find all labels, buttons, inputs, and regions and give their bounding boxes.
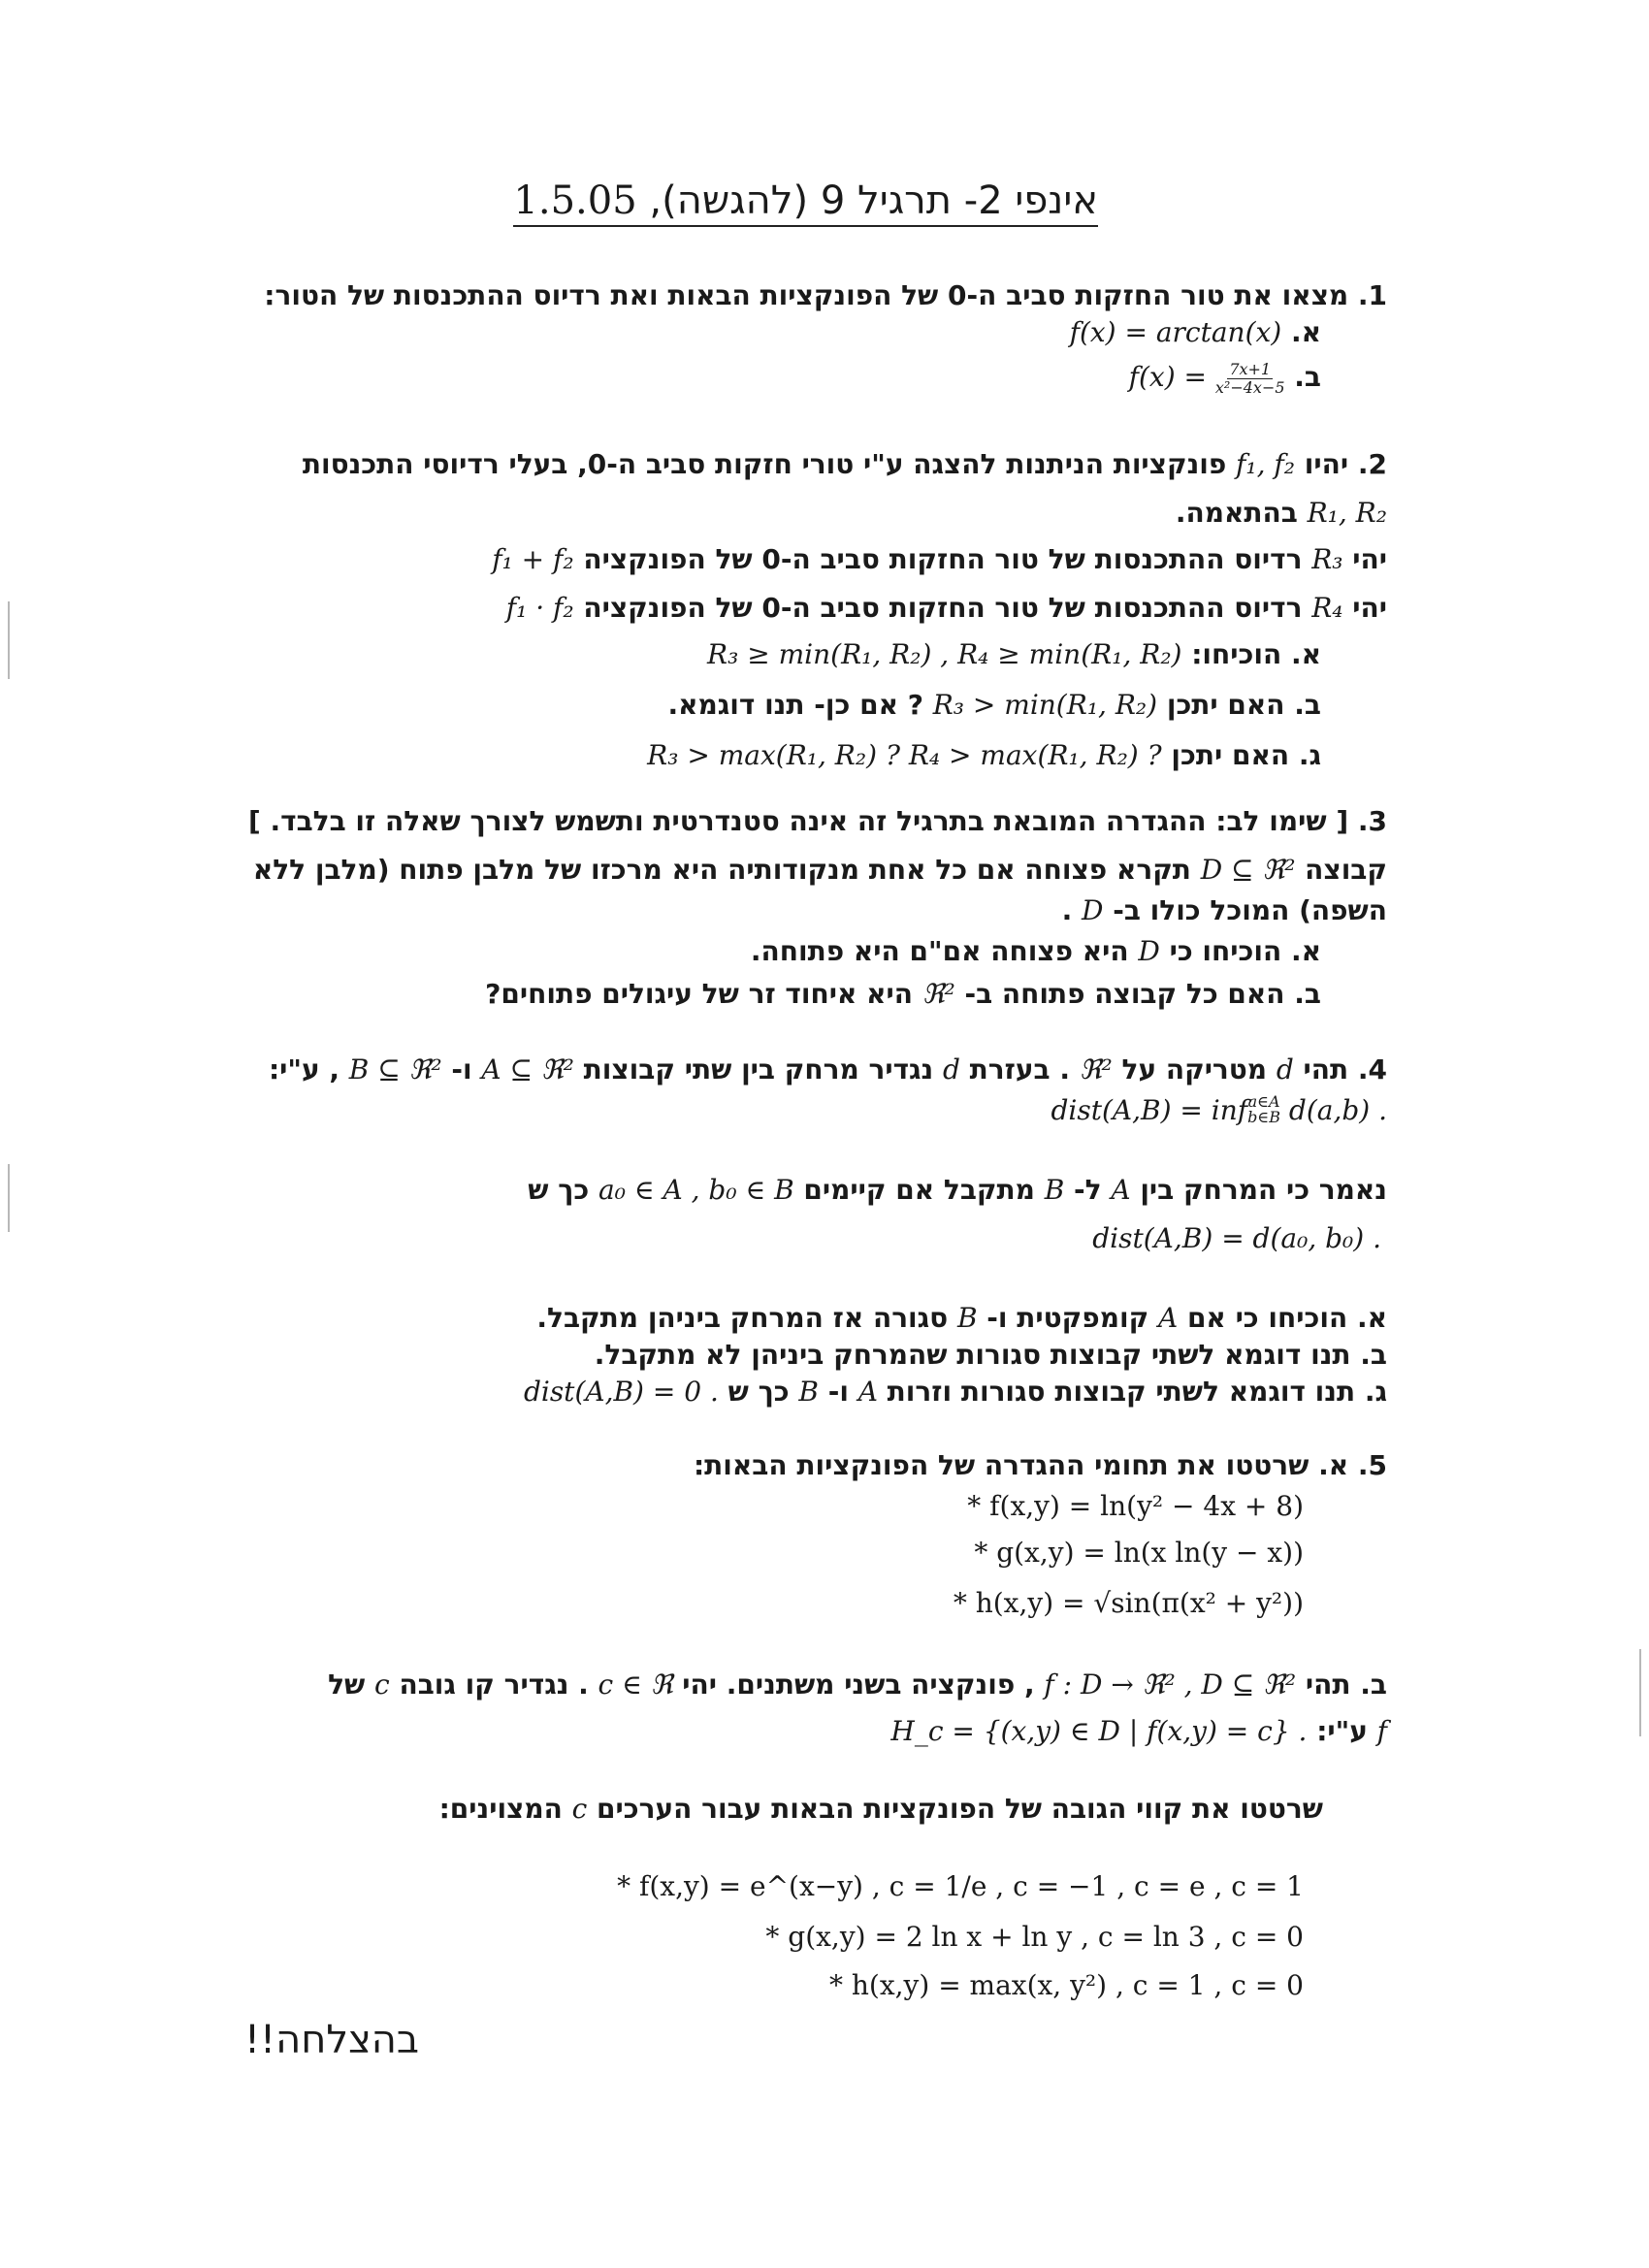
q2-line3-pre: יהי	[1352, 543, 1387, 575]
q4-a-m1: A	[1157, 1302, 1179, 1334]
q4-line3-t3: כך ש	[528, 1174, 590, 1206]
q4-c-t2: כך ש	[728, 1376, 790, 1408]
q4-line3-m1: A	[1111, 1174, 1131, 1206]
q3-line3-post: .	[1061, 894, 1073, 926]
q4-line3-m2: B	[1044, 1174, 1065, 1206]
q5-l2	[765, 1921, 1304, 1954]
q4-def-formula	[1051, 1094, 1387, 1127]
q1-a	[1070, 316, 1321, 349]
q3-line3-math: D	[1082, 894, 1104, 926]
q5-c-m1: c	[571, 1793, 588, 1825]
q3-b-math: ℜ²	[922, 978, 955, 1010]
q2-line4-post: רדיוס ההתכנסות של טור החזקות סביב ה-0 של הפונקציה	[583, 592, 1303, 624]
q4-line1-m3: d	[942, 1053, 960, 1085]
q1-b-label: ב.	[1294, 361, 1321, 393]
q5-a-text: 5. א. שרטטו את תחומי ההגדרה של הפונקציות הבאות:	[693, 1449, 1387, 1481]
q1-b	[1129, 361, 1321, 397]
scan-margin-mark	[8, 601, 10, 679]
q2-line3-post: רדיוס ההתכנסות של טור החזקות סביב ה-0 של הפונקציה	[583, 543, 1303, 575]
q4-line3-m3: a₀ ∈ A , b₀ ∈ B	[598, 1174, 794, 1206]
q4-line3	[528, 1174, 1387, 1207]
q1-b-lhs: f(x) =	[1128, 361, 1207, 393]
q4-line1-m4: A ⊆ ℜ²	[481, 1053, 574, 1085]
q5-b2-t1: ע"י:	[1316, 1715, 1368, 1747]
q2-line3	[492, 543, 1387, 576]
q5-c-post: המצוינים:	[438, 1793, 563, 1825]
q4-line1-t3: נגדיר מרחק בין שתי קבוצות	[583, 1053, 934, 1085]
q4-line1-t2: . בעזרת	[969, 1053, 1070, 1085]
q4-c-t1: ו-	[827, 1376, 849, 1408]
q2-line4-pre: יהי	[1352, 592, 1387, 624]
q4-a-t2: סגורה אז המרחק ביניהן מתקבל.	[536, 1302, 949, 1334]
q5-l2-formula: * g(x,y) = 2 ln x + ln y , c = ln 3 , c = 0	[765, 1921, 1304, 1953]
q5-b-pre: ב. תהי	[1305, 1669, 1387, 1701]
q4-c-m2: B	[798, 1376, 819, 1408]
q2-line4-math: R₄	[1311, 592, 1343, 624]
q4-line3-t1: ל-	[1074, 1174, 1102, 1206]
q2-line3-math: R₃	[1311, 543, 1343, 575]
title-date: 1.5.05	[513, 178, 637, 223]
q4-def-under1: a∈A	[1247, 1092, 1280, 1111]
q3-a-math: D	[1138, 935, 1160, 967]
q3-line2-pre: קבוצה	[1305, 854, 1387, 886]
q4-line1-m5: B ⊆ ℜ²	[348, 1053, 442, 1085]
q2-line2	[1176, 497, 1387, 530]
q5-f1-formula: * f(x,y) = ln(y² − 4x + 8)	[967, 1490, 1304, 1522]
q2-c-label: ג. האם יתכן	[1171, 739, 1321, 771]
q2-b	[667, 689, 1321, 722]
q2-b-label: ב. האם יתכן	[1166, 689, 1321, 721]
scan-margin-mark	[1639, 1649, 1641, 1736]
q5-b-m3: c	[374, 1669, 390, 1701]
q3-line1	[248, 805, 1387, 838]
q2-line4-math2: f₁ · f₂	[505, 592, 574, 624]
q2-a-math: R₃ ≥ min(R₁, R₂) , R₄ ≥ min(R₁, R₂)	[707, 638, 1182, 670]
q5-b-t1: , פונקציה בשני משתנים. יהי	[682, 1669, 1035, 1701]
q4-def-under	[1247, 1094, 1280, 1125]
q3-line3-pre: השפה) המוכל כולו ב-	[1113, 894, 1387, 926]
q4-line3-t2: מתקבל אם קיימים	[803, 1174, 1035, 1206]
q1-b-numerator: 7x+1	[1229, 360, 1272, 379]
q1-b-formula	[1129, 361, 1285, 397]
q2-c	[647, 739, 1321, 772]
q4-line1-t1: מטריקה על	[1121, 1053, 1268, 1085]
q1-b-fraction	[1215, 361, 1285, 396]
q3-a	[751, 935, 1321, 968]
q3-line1-text: 3. [ שימו לב: ההגדרה המובאת בתרגיל זה אינה סטנדרטית ותשמש לצורך שאלה זו בלבד. ]	[247, 805, 1387, 837]
q1-text: 1. מצאו את טור החזקות סביב ה-0 של הפונקציות הבאות ואת רדיוס ההתכנסות של הטור:	[264, 279, 1387, 311]
page-title	[513, 178, 1098, 227]
q4-def-rhs: d(a,b) .	[1288, 1094, 1387, 1126]
q4-line1-t4: ו-	[451, 1053, 472, 1085]
q4-b-text: ב. תנו דוגמא לשתי קבוצות סגורות שהמרחק ביניהן לא מתקבל.	[594, 1339, 1387, 1371]
q5-b-t2: . נגדיר קו גובה	[399, 1669, 589, 1701]
q5-l3-formula: * h(x,y) = max(x, y²) , c = 1 , c = 0	[829, 1969, 1304, 2001]
closing-text: בהצלחה!!	[244, 2018, 420, 2062]
q5-b-line1	[328, 1669, 1387, 1701]
q2-a	[707, 638, 1321, 671]
q1-stem	[264, 279, 1387, 312]
q5-l3	[829, 1969, 1304, 2002]
q5-b2-m1: f	[1376, 1715, 1387, 1747]
q4-line4-math: dist(A,B) = d(a₀, b₀) .	[1092, 1222, 1381, 1254]
q4-c-pre: ג. תנו דוגמא לשתי קבוצות סגורות וזרות	[887, 1376, 1387, 1408]
q3-b-pre: ב. האם כל קבוצה פתוחה ב-	[964, 978, 1321, 1010]
title-text: אינפי 2- תרגיל 9 (להגשה),	[636, 178, 1098, 223]
q1-a-formula: f(x) = arctan(x)	[1069, 316, 1282, 348]
q5-b-m2: c ∈ ℜ	[598, 1669, 673, 1701]
q5-f1	[967, 1490, 1304, 1523]
q5-f3	[954, 1587, 1304, 1620]
q2-b-post: ? אם כן- תנו דוגמא.	[667, 689, 923, 721]
q4-line1-m2: ℜ²	[1079, 1053, 1113, 1085]
q5-l1-formula: * f(x,y) = e^(x−y) , c = 1/e , c = −1 , c = e , c = 1	[617, 1870, 1304, 1902]
q1-b-denominator: x²−4x−5	[1214, 378, 1285, 397]
q5-b2-m2: H_c = {(x,y) ∈ D | f(x,y) = c} .	[890, 1715, 1308, 1747]
q2-line2-math: R₁, R₂	[1307, 497, 1387, 529]
q4-a-t1: קומפקטית ו-	[986, 1302, 1149, 1334]
q5-b-m1: f : D → ℜ² , D ⊆ ℜ²	[1044, 1669, 1297, 1701]
q4-c-m1: A	[857, 1376, 878, 1408]
q5-f2	[974, 1537, 1304, 1570]
q4-definition	[1051, 1094, 1387, 1127]
q3-a-pre: א. הוכיחו כי	[1169, 935, 1321, 967]
q4-def-lhs: dist(A,B) = inf	[1051, 1094, 1248, 1126]
q3-line2-math: D ⊆ ℜ²	[1200, 854, 1296, 886]
q5-c	[439, 1793, 1323, 1826]
q4-c-m3: dist(A,B) = 0 .	[523, 1376, 719, 1408]
q4-line1	[269, 1053, 1387, 1086]
q5-b-line2	[890, 1715, 1387, 1748]
q4-a-m2: B	[956, 1302, 978, 1334]
q3-b-post: היא איחוד זר של עיגולים פתוחים?	[485, 978, 913, 1010]
q2-a-label: א. הוכיחו:	[1191, 638, 1321, 670]
q5-l1	[617, 1870, 1304, 1903]
q4-a-pre: א. הוכיחו כי אם	[1186, 1302, 1387, 1334]
q2-line1	[303, 448, 1387, 481]
q5-f2-formula: * g(x,y) = ln(x ln(y − x))	[974, 1537, 1304, 1569]
q4-c	[524, 1376, 1387, 1409]
q3-line2-post: תקרא פצוחה אם כל אחת מנקודותיה היא מרכזו של מלבן פתוח (מלבן ללא	[252, 854, 1191, 886]
q4-a	[536, 1302, 1387, 1335]
q4-line1-t5: , ע"י:	[268, 1053, 340, 1085]
q2-c-math: R₃ > max(R₁, R₂) ? R₄ > max(R₁, R₂) ?	[647, 739, 1162, 771]
q2-line4	[506, 592, 1387, 625]
q3-a-post: היא פצוחה אם"ם היא פתוחה.	[750, 935, 1129, 967]
q4-line1-m1: d	[1276, 1053, 1294, 1085]
q3-line3	[1062, 894, 1387, 927]
q5-f3-formula: * h(x,y) = √sin(π(x² + y²))	[953, 1587, 1304, 1619]
q3-line2	[253, 854, 1387, 887]
q2-line1-post: פונקציות הניתנות להצגה ע"י טורי חזקות סביב ה-0, בעלי רדיוסי התכנסות	[302, 448, 1227, 480]
q2-line1-pre: 2. יהיו	[1304, 448, 1387, 480]
q4-line3-pre: נאמר כי המרחק בין	[1140, 1174, 1387, 1206]
q2-line3-math2: f₁ + f₂	[492, 543, 574, 575]
q1-a-label: א.	[1290, 316, 1321, 348]
q4-b	[595, 1339, 1387, 1372]
q4-line1-pre: 4. תהי	[1303, 1053, 1387, 1085]
q5-c-pre: שרטטו את קווי הגובה של הפונקציות הבאות עבור הערכים	[597, 1793, 1323, 1825]
q2-b-math: R₃ > min(R₁, R₂)	[932, 689, 1158, 721]
q4-def-under2: b∈B	[1247, 1108, 1280, 1126]
q3-b	[485, 978, 1321, 1011]
q4-line4	[1092, 1222, 1381, 1255]
scan-margin-mark	[8, 1164, 10, 1232]
q2-line2-post: בהתאמה.	[1175, 497, 1298, 529]
q5-b-t3: של	[328, 1669, 366, 1701]
q5-a	[694, 1449, 1387, 1482]
q2-line1-math: f₁, f₂	[1236, 448, 1296, 480]
